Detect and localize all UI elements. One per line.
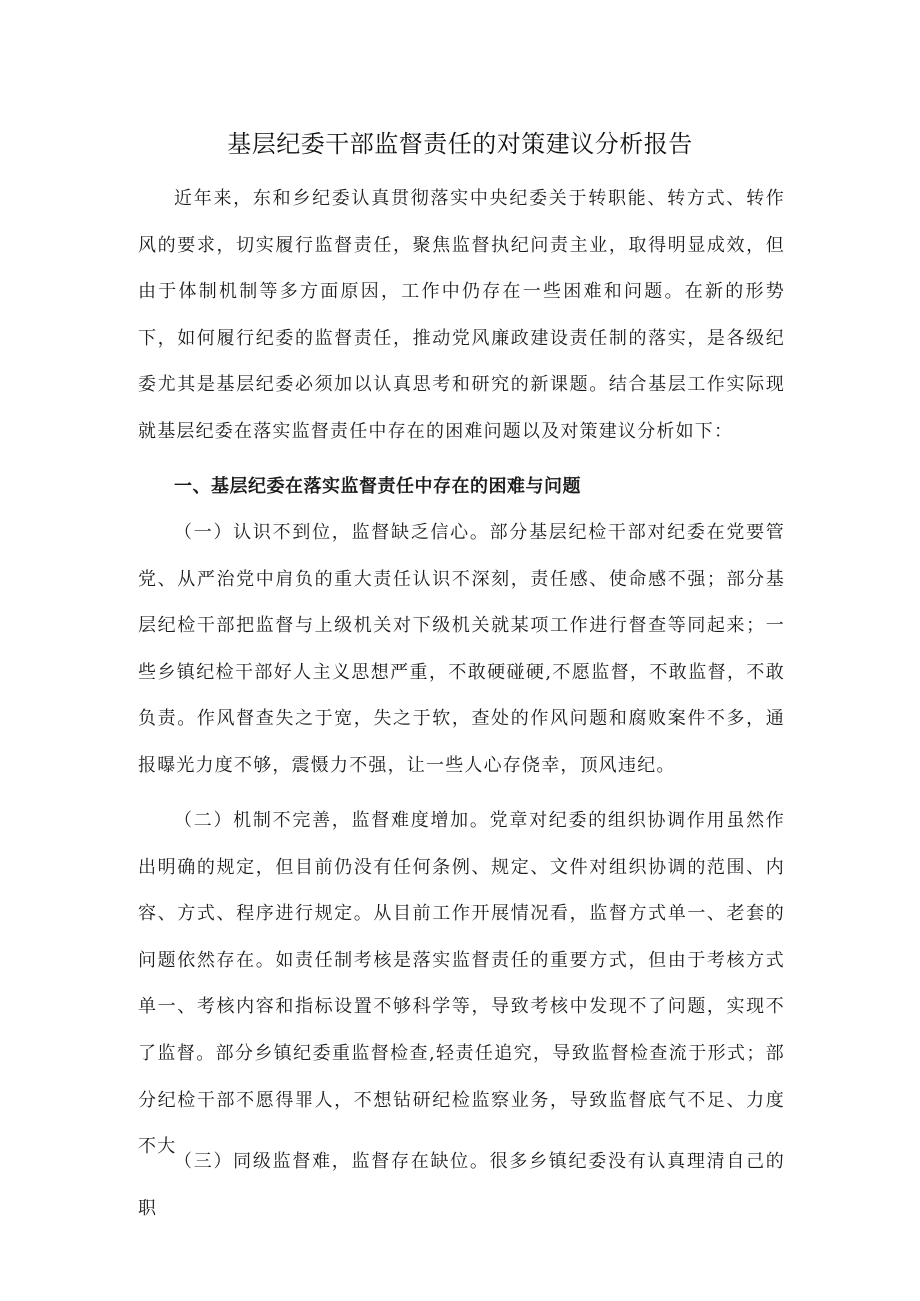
section-heading-1: 一、基层纪委在落实监督责任中存在的困难与问题: [174, 476, 581, 497]
document-title: 基层纪委干部监督责任的对策建议分析报告: [227, 130, 693, 158]
paragraph-problem-3: （三）同级监督难，监督存在缺位。很多乡镇纪委没有认真理清自己的职: [138, 1151, 785, 1219]
paragraph-problem-1: （一）认识不到位，监督缺乏信心。部分基层纪检干部对纪委在党要管党、从严治党中肩负的重大责任认识不深刻，责任感、使命感不强；部分基层纪检干部把监督与上级机关对下级机关就某项工作进行督查等同起来；一些乡镇纪检干部好人主义思想严重，不敢硬碰硬,不愿监督，不敢监督，不敢负责。作风督查失之于宽，失之于软，查处的作风问题和腐败案件不多，通报曝光力度不够，震慑力不强，让一些人心存侥幸，顶风违纪。: [138, 522, 785, 776]
paragraph-problem-2: （二）机制不完善，监督难度增加。党章对纪委的组织协调作用虽然作出明确的规定，但目前仍没有任何条例、规定、文件对组织协调的范围、内容、方式、程序进行规定。从目前工作开展情况看，监督方式单一、老套的问题依然存在。如责任制考核是落实监督责任的重要方式，但由于考核方式单一、考核内容和指标设置不够科学等，导致考核中发现不了问题，实现不了监督。部分乡镇纪委重监督检查,轻责任追究，导致监督检查流于形式；部分纪检干部不愿得罪人，不想钻研纪检监察业务，导致监督底气不足、力度不大: [138, 810, 785, 1158]
intro-paragraph: 近年来，东和乡纪委认真贯彻落实中央纪委关于转职能、转方式、转作风的要求，切实履行监督责任，聚焦监督执纪问责主业，取得明显成效，但由于体制机制等多方面原因，工作中仍存在一些困难和问题。在新的形势下，如何履行纪委的监督责任，推动党风廉政建设责任制的落实，是各级纪委尤其是基层纪委必须加以认真思考和研究的新课题。结合基层工作实际现就基层纪委在落实监督责任中存在的困难问题以及对策建议分析如下：: [138, 188, 785, 442]
